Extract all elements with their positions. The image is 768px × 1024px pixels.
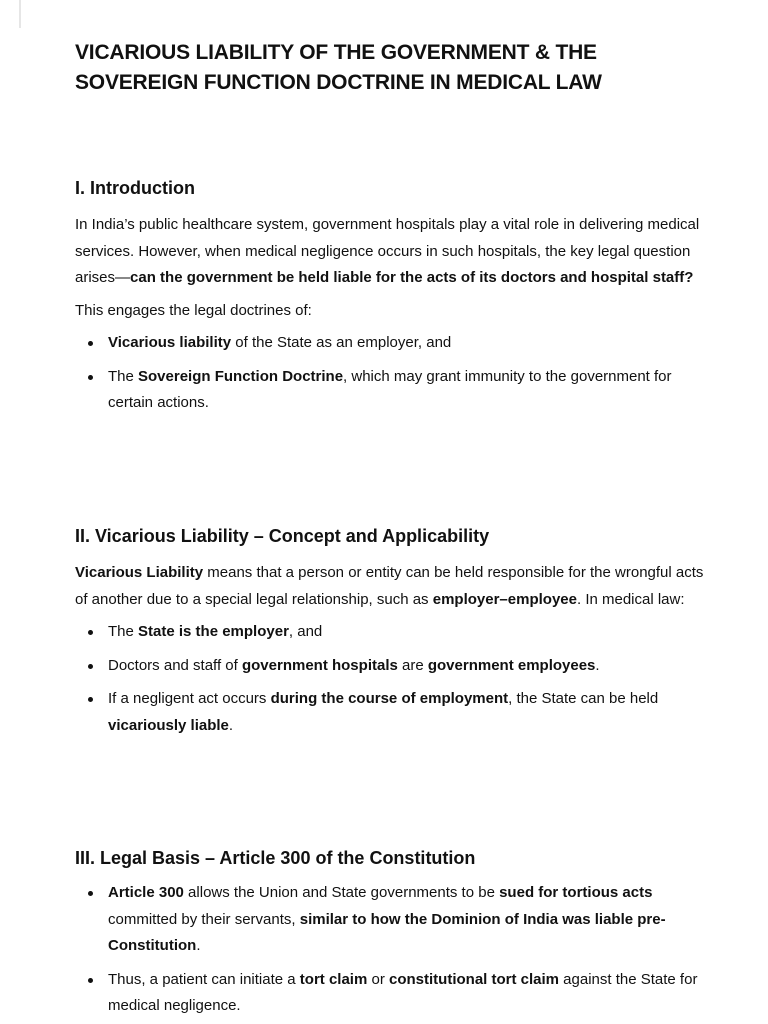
section-introduction (75, 176, 715, 417)
document-title (75, 38, 715, 98)
bullet-bold: similar to how the Dominion of India was liable pre-Constitution (108, 910, 666, 954)
intro-paragraph (75, 212, 715, 292)
bullet-text: . (228, 716, 234, 734)
title-line-1: VICARIOUS LIABILITY OF THE GOVERNMENT & THE (75, 41, 597, 64)
bullet-text: Thus, a patient can initiate a (108, 970, 300, 988)
bullet-text: , and (288, 623, 323, 640)
bullet-text: against the State for medical negligence. (108, 970, 698, 1014)
bullet-text: or (367, 970, 389, 988)
paragraph-bold: Vicarious Liability (75, 564, 204, 581)
list-item (75, 967, 715, 1020)
list-item (75, 364, 715, 417)
bullet-bold: Vicarious liability (108, 334, 232, 351)
list-item (75, 330, 715, 357)
bullet-text: allows the Union and State governments to be (183, 884, 500, 901)
intro-paragraph-text: In India’s public healthcare system, government hospitals play a vital role in delivering medical services. However, when medical negligence occurs in such hospitals, the key legal question arises— (75, 216, 700, 286)
bullet-bold: State is the employer (138, 623, 289, 640)
list-item (75, 880, 715, 960)
title-line-2: SOVEREIGN FUNCTION DOCTRINE IN MEDICAL LAW (75, 71, 602, 94)
section-vicarious-liability (75, 524, 715, 739)
bullet-bold: tort claim (299, 970, 368, 988)
vicarious-bullet-list (75, 619, 715, 739)
paragraph-text: means that a person or entity can be held responsible for the wrongful acts of another due to a special legal relationship, such as (75, 564, 704, 608)
bullet-text: committed by their servants, (108, 910, 300, 928)
bullet-text: . (196, 937, 201, 954)
bullet-bold: Sovereign Function Doctrine (138, 367, 344, 385)
section-legal-basis (75, 846, 715, 1020)
bullet-text: , which may grant immunity to the government for certain actions. (108, 367, 672, 411)
bullet-text: Doctors and staff of (108, 656, 242, 674)
bullet-text: The (108, 623, 139, 640)
bullet-bold: government hospitals (241, 656, 398, 674)
document-header (75, 38, 715, 98)
intro-doctrines-lead: This engages the legal doctrines of: (75, 301, 312, 319)
section-heading-legal-basis: III. Legal Basis – Article 300 of the Constitution (75, 848, 476, 868)
bullet-bold: sued for tortious acts (499, 884, 653, 901)
list-item (75, 619, 715, 646)
list-item (75, 653, 715, 680)
bullet-text: are (397, 656, 428, 674)
bullet-text: The (108, 367, 139, 385)
list-item (75, 686, 715, 739)
section-heading-vicarious-liability: II. Vicarious Liability – Concept and Applicability (75, 526, 490, 546)
section-heading-introduction: I. Introduction (75, 178, 195, 198)
legal-basis-bullet-list (75, 880, 715, 1020)
page-edge-mark (19, 0, 21, 28)
paragraph-bold: employer–employee (432, 590, 577, 608)
intro-paragraph-question: can the government be held liable for the acts of its doctors and hospital staff? (130, 269, 694, 286)
intro-bullet-list (75, 330, 715, 417)
bullet-text: of the State as an employer, and (231, 334, 452, 351)
paragraph-text: . In medical law: (576, 590, 685, 608)
bullet-bold: during the course of employment (270, 690, 509, 707)
bullet-text: If a negligent act occurs (108, 690, 271, 707)
vicarious-paragraph (75, 560, 715, 613)
bullet-bold: constitutional tort claim (389, 970, 560, 988)
bullet-bold: vicariously liable (108, 716, 229, 734)
bullet-bold: government employees (427, 656, 596, 674)
bullet-text: , the State can be held (508, 690, 659, 707)
bullet-text: . (595, 656, 600, 674)
bullet-bold: Article 300 (108, 884, 184, 901)
